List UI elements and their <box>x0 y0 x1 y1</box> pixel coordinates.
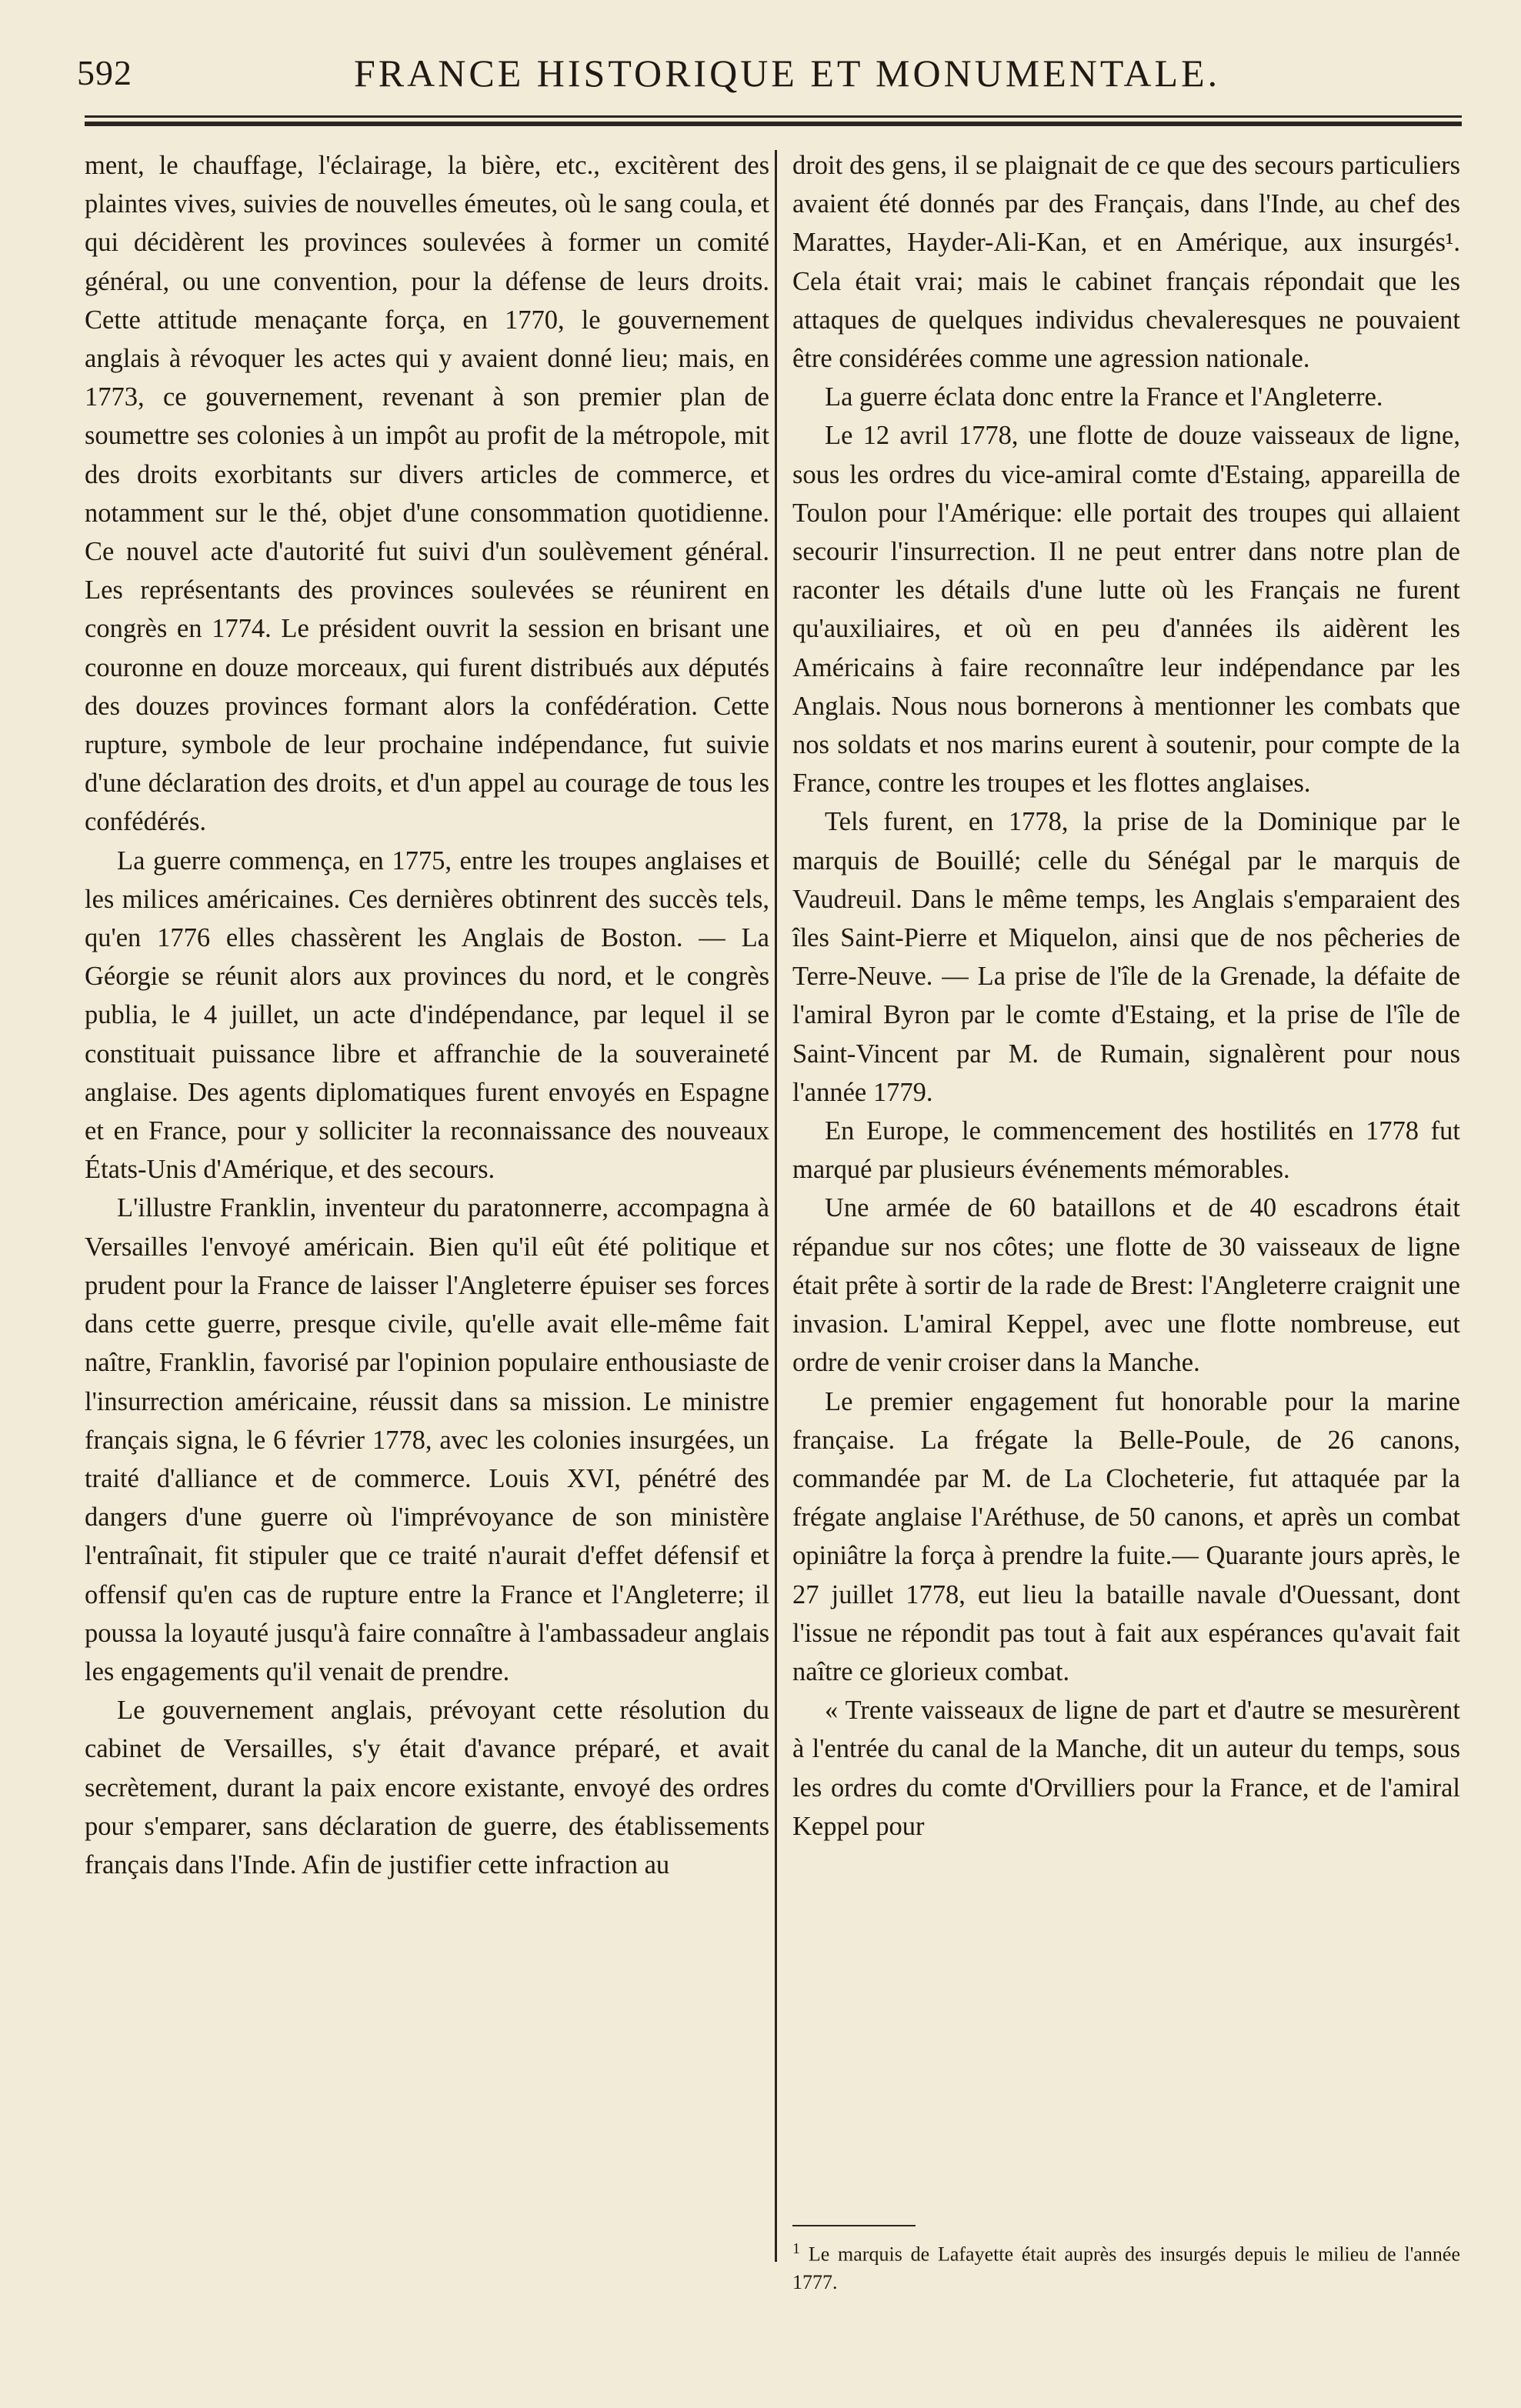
footnote-mark: 1 <box>792 2240 800 2257</box>
footnote-text: Le marquis de Lafayette était auprès des insurgés depuis le milieu de l'année 1777. <box>792 2243 1460 2293</box>
paragraph: Le 12 avril 1778, une flotte de douze vaisseaux de ligne, sous les ordres du vice-amiral comte d'Estaing, appareilla de Toulon pour l'Amérique: elle portait des troupes qui allaient secourir l'insurrection. Il ne peut entrer dans notre plan de raconter les détails d'une lutte où les Français ne furent qu'auxiliaires, et où en peu d'années ils aidèrent les Américains à faire reconnaître leur indépendance par les Anglais. Nous nous bornerons à mentionner les combats que nos soldats et nos marins eurent à soutenir, pour compte de la France, contre les troupes et les flottes anglaises. <box>792 421 1460 799</box>
page-header <box>77 46 1462 108</box>
paragraph: La guerre commença, en 1775, entre les troupes anglaises et les milices américaines. Ces dernières obtinrent des succès tels, qu'en 1776 elles chassèrent les Anglais de Boston. — La Géorgie se réunit alors aux provinces du nord, et le congrès publia, le 4 juillet, un acte d'indépendance, par lequel il se constituait puissance libre et affranchie de la souveraineté anglaise. Des agents diplomatiques furent envoyés en Espagne et en France, pour y solliciter la reconnaissance des nouveaux États-Unis d'Amérique, et des secours. <box>85 845 769 1185</box>
right-column <box>792 146 1460 1846</box>
left-column <box>85 146 769 1884</box>
column-divider <box>775 150 777 2262</box>
paragraph: Une armée de 60 bataillons et de 40 escadrons était répandue sur nos côtes; une flotte de 30 vaisseaux de ligne était prête à sortir de la rade de Brest: l'Angleterre craignit une invasion. L'amiral Keppel, avec une flotte nombreuse, eut ordre de venir croiser dans la Manche. <box>792 1193 1460 1378</box>
paragraph: L'illustre Franklin, inventeur du paratonnerre, accompagna à Versailles l'envoyé américain. Bien qu'il eût été politique et prudent pour la France de laisser l'Angleterre épuiser ses forces dans cette guerre, presque civile, qu'elle avait elle-même fait naître, Franklin, favorisé par l'opinion populaire enthousiaste de l'insurrection américaine, réussit dans sa mission. Le ministre français signa, le 6 février 1778, avec les colonies insurgées, un traité d'alliance et de commerce. Louis XVI, pénétré des dangers d'une guerre où l'imprévoyance de son ministère l'entraînait, fit stipuler que ce traité n'aurait d'effet défensif et offensif qu'en cas de rupture entre la France et l'Angleterre; il poussa la loyauté jusqu'à faire connaître à l'ambassadeur anglais les engagements qu'il venait de prendre. <box>85 1193 769 1686</box>
header-rule-thick <box>85 122 1462 126</box>
paragraph: Le gouvernement anglais, prévoyant cette résolution du cabinet de Versailles, s'y était d'avance préparé, et avait secrètement, durant la paix encore existante, envoyé des ordres pour s'emparer, sans déclaration de guerre, des établissements français dans l'Inde. Afin de justifier cette infraction au <box>85 1696 769 1879</box>
paragraph: ment, le chauffage, l'éclairage, la bière, etc., excitèrent des plaintes vives, suivies de nouvelles émeutes, où le sang coula, et qui décidèrent les provinces soulevées à former un comité général, ou une convention, pour la défense de leurs droits. Cette attitude menaçante força, en 1770, le gouvernement anglais à révoquer les actes qui y avaient donné lieu; mais, en 1773, ce gouvernement, revenant à son premier plan de soumettre ses colonies à un impôt au profit de la métropole, mit des droits exorbitants sur divers articles de commerce, et notamment sur le thé, objet d'une consommation quotidienne. Ce nouvel acte d'autorité fut suivi d'un soulèvement général. Les représentants des provinces soulevées se réunirent en congrès en 1774. Le président ouvrit la session en brisant une couronne en douze morceaux, qui furent distribués aux députés des douzes provinces formant alors la confédération. Cette rupture, symbole de leur prochaine indépendance, fut suivie d'une déclaration des droits, et d'un appel au courage de tous les confédérés. <box>85 151 769 837</box>
footnote-rule <box>792 2225 916 2226</box>
paragraph: « Trente vaisseaux de ligne de part et d'autre se mesurèrent à l'entrée du canal de la Manche, dit un auteur du temps, sous les ordres du comte d'Orvilliers pour la France, et de l'amiral Keppel pour <box>792 1696 1460 1841</box>
paragraph: Tels furent, en 1778, la prise de la Dominique par le marquis de Bouillé; celle du Sénégal par le marquis de Vaudreuil. Dans le même temps, les Anglais s'emparaient des îles Saint-Pierre et Miquelon, ainsi que de nos pêcheries de Terre-Neuve. — La prise de l'île de la Grenade, la défaite de l'amiral Byron par le comte d'Estaing, et la prise de l'île de Saint-Vincent par M. de Rumain, signalèrent pour nous l'année 1779. <box>792 807 1460 1107</box>
paragraph: Le premier engagement fut honorable pour la marine française. La frégate la Belle-Poule, de 26 canons, commandée par M. de La Clocheterie, fut attaquée par la frégate anglaise l'Aréthuse, de 50 canons, et après un combat opiniâtre la força à prendre la fuite.— Quarante jours après, le 27 juillet 1778, eut lieu la bataille navale d'Ouessant, dont l'issue ne répondit pas tout à fait aux espérances qu'avait fait naître ce glorieux combat. <box>792 1386 1460 1686</box>
page-number: 592 <box>77 53 132 92</box>
paragraph: En Europe, le commencement des hostilités en 1778 fut marqué par plusieurs événements mémorables. <box>792 1116 1460 1185</box>
header-rule-thin <box>85 115 1462 118</box>
paragraph: droit des gens, il se plaignait de ce que des secours particuliers avaient été donnés par des Français, dans l'Inde, au chef des Marattes, Hayder-Ali-Kan, et en Amérique, aux insurgés¹. Cela était vrai; mais le cabinet français répondait que les attaques de quelques individus chevaleresques ne pouvaient être considérées comme une agression nationale. <box>792 151 1460 374</box>
paragraph: La guerre éclata donc entre la France et l'Angleterre. <box>825 382 1383 412</box>
footnote <box>792 2235 1460 2296</box>
running-title: FRANCE HISTORIQUE ET MONUMENTALE. <box>354 52 1221 95</box>
